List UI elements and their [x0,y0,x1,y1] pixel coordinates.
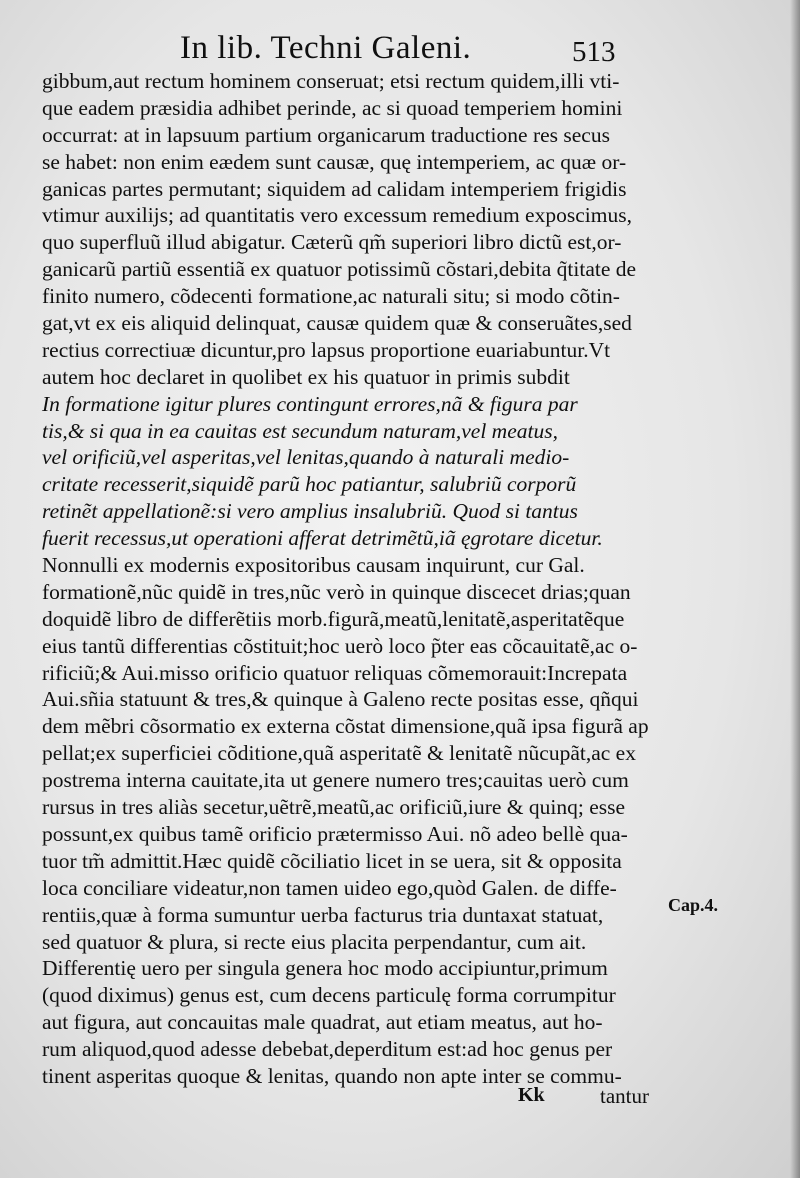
commentary-line: rursus in tres aliàs secetur,uẽtrẽ,meatũ,ac orificiũ,iure & quinq; esse [42,795,626,820]
text-line: se habet: non enim eædem sunt causæ, quę intemperiem, ac quæ or- [42,149,627,174]
page-gutter-shadow [790,0,800,1178]
main-text [42,68,652,1090]
commentary-line: rificiũ;& Aui.misso orificio quatuor reliquas cõmemorauit:Increpata [42,660,628,685]
commentary-line: postrema interna cauitate,ita ut genere numero tres;cauitas uerò cum [42,768,629,793]
signature-mark: Kk [518,1084,545,1106]
text-line: vtimur auxilijs; ad quantitatis vero excessum remedium exposcimus, [42,203,632,228]
text-line: quo superfluũ illud abigatur. Cæterũ qm̃ superiori libro dictũ est,or- [42,230,622,255]
text-line: occurrat: at in lapsuum partium organicarum traductione res secus [42,122,610,147]
text-line: autem hoc declaret in quolibet ex his quatuor in primis subdit [42,364,570,389]
quoted-text-line: critate recesserit,siquidẽ parũ hoc patiantur, salubriũ corporũ [42,472,577,497]
commentary-line: doquidẽ libro de differẽtiis morb.figurã,meatũ,lenitatẽ,asperitatẽque [42,606,625,631]
commentary-line: rentiis,quæ à forma sumuntur uerba facturus tria duntaxat statuat, [42,902,604,927]
text-line: gibbum,aut rectum hominem conseruat; etsi rectum quidem,illi vti- [42,69,620,93]
commentary-line: dem mẽbri cõsormatio ex externa cõstat dimensione,quã ipsa figurã ap [42,714,649,739]
running-head: In lib. Techni Galeni. [180,30,472,66]
text-line: que eadem præsidia adhibet perinde, ac si quoad temperiem homini [42,95,623,120]
commentary-line: possunt,ex quibus tamẽ orificio prætermisso Aui. nõ adeo bellè qua- [42,821,628,846]
quoted-text-line: fuerit recessus,ut operationi afferat detrimẽtũ,iã ęgrotare dicetur. [42,526,603,551]
text-line: gat,vt ex eis aliquid delinquat, causæ quidem quæ & conseruãtes,sed [42,311,632,336]
page-number: 513 [572,36,616,68]
commentary-line: formationẽ,nũc quidẽ in tres,nũc verò in quinque discecet drias;quan [42,579,631,604]
text-line: finito numero, cõdecenti formatione,ac naturali situ; si modo cõtin- [42,284,620,309]
commentary-line: pellat;ex superficiei cõditione,quã asperitatẽ & lenitatẽ nũcupãt,ac ex [42,741,636,766]
marginal-note: Cap.4. [668,895,719,915]
commentary-line: sed quatuor & plura, si recte eius placita perpendantur, cum ait. [42,929,587,954]
quoted-text-line: tis,& si qua in ea cauitas est secundum naturam,vel meatus, [42,418,558,443]
catchword: tantur [600,1084,649,1108]
quoted-text-line: vel orificiũ,vel asperitas,vel lenitas,quando à naturali medio- [42,445,570,470]
text-line: ganicas partes permutant; siquidem ad calidam intemperiem frigidis [42,176,627,201]
quoted-text-line: In formatione igitur plures contingunt errores,nã & figura par [42,391,578,416]
commentary-line: (quod diximus) genus est, cum decens particulę forma corrumpitur [42,983,616,1008]
text-line: ganicarũ partiũ essentiã ex quatuor potissimũ cõstari,debita q̃titate de [42,257,637,282]
commentary-line: Differentię uero per singula genera hoc modo accipiuntur,primum [42,956,608,981]
commentary-line: tuor tm̃ admittit.Hæc quidẽ cõciliatio licet in se uera, sit & opposita [42,848,622,873]
commentary-line: tinent asperitas quoque & lenitas, quando non apte inter se commu- [42,1063,622,1088]
commentary-line: aut figura, aut concauitas male quadrat, aut etiam meatus, aut ho- [42,1010,603,1035]
commentary-line: rum aliquod,quod adesse debebat,deperditum est:ad hoc genus per [42,1037,613,1062]
commentary-line: eius tantũ differentias cõstituit;hoc uerò loco p̃ter eas cõcauitatẽ,ac o- [42,633,638,658]
commentary-line: loca conciliare videatur,non tamen uideo ego,quòd Galen. de diffe- [42,875,617,900]
commentary-line: Nonnulli ex modernis expositoribus causam inquirunt, cur Gal. [42,553,585,578]
commentary-line: Aui.sñia statuunt & tres,& quinque à Galeno recte positas esse, qñqui [42,687,639,712]
text-line: rectius correctiuæ dicuntur,pro lapsus proportione euariabuntur.Vt [42,337,611,362]
quoted-text-line: retinẽt appellationẽ:si vero amplius insalubriũ. Quod si tantus [42,499,578,524]
